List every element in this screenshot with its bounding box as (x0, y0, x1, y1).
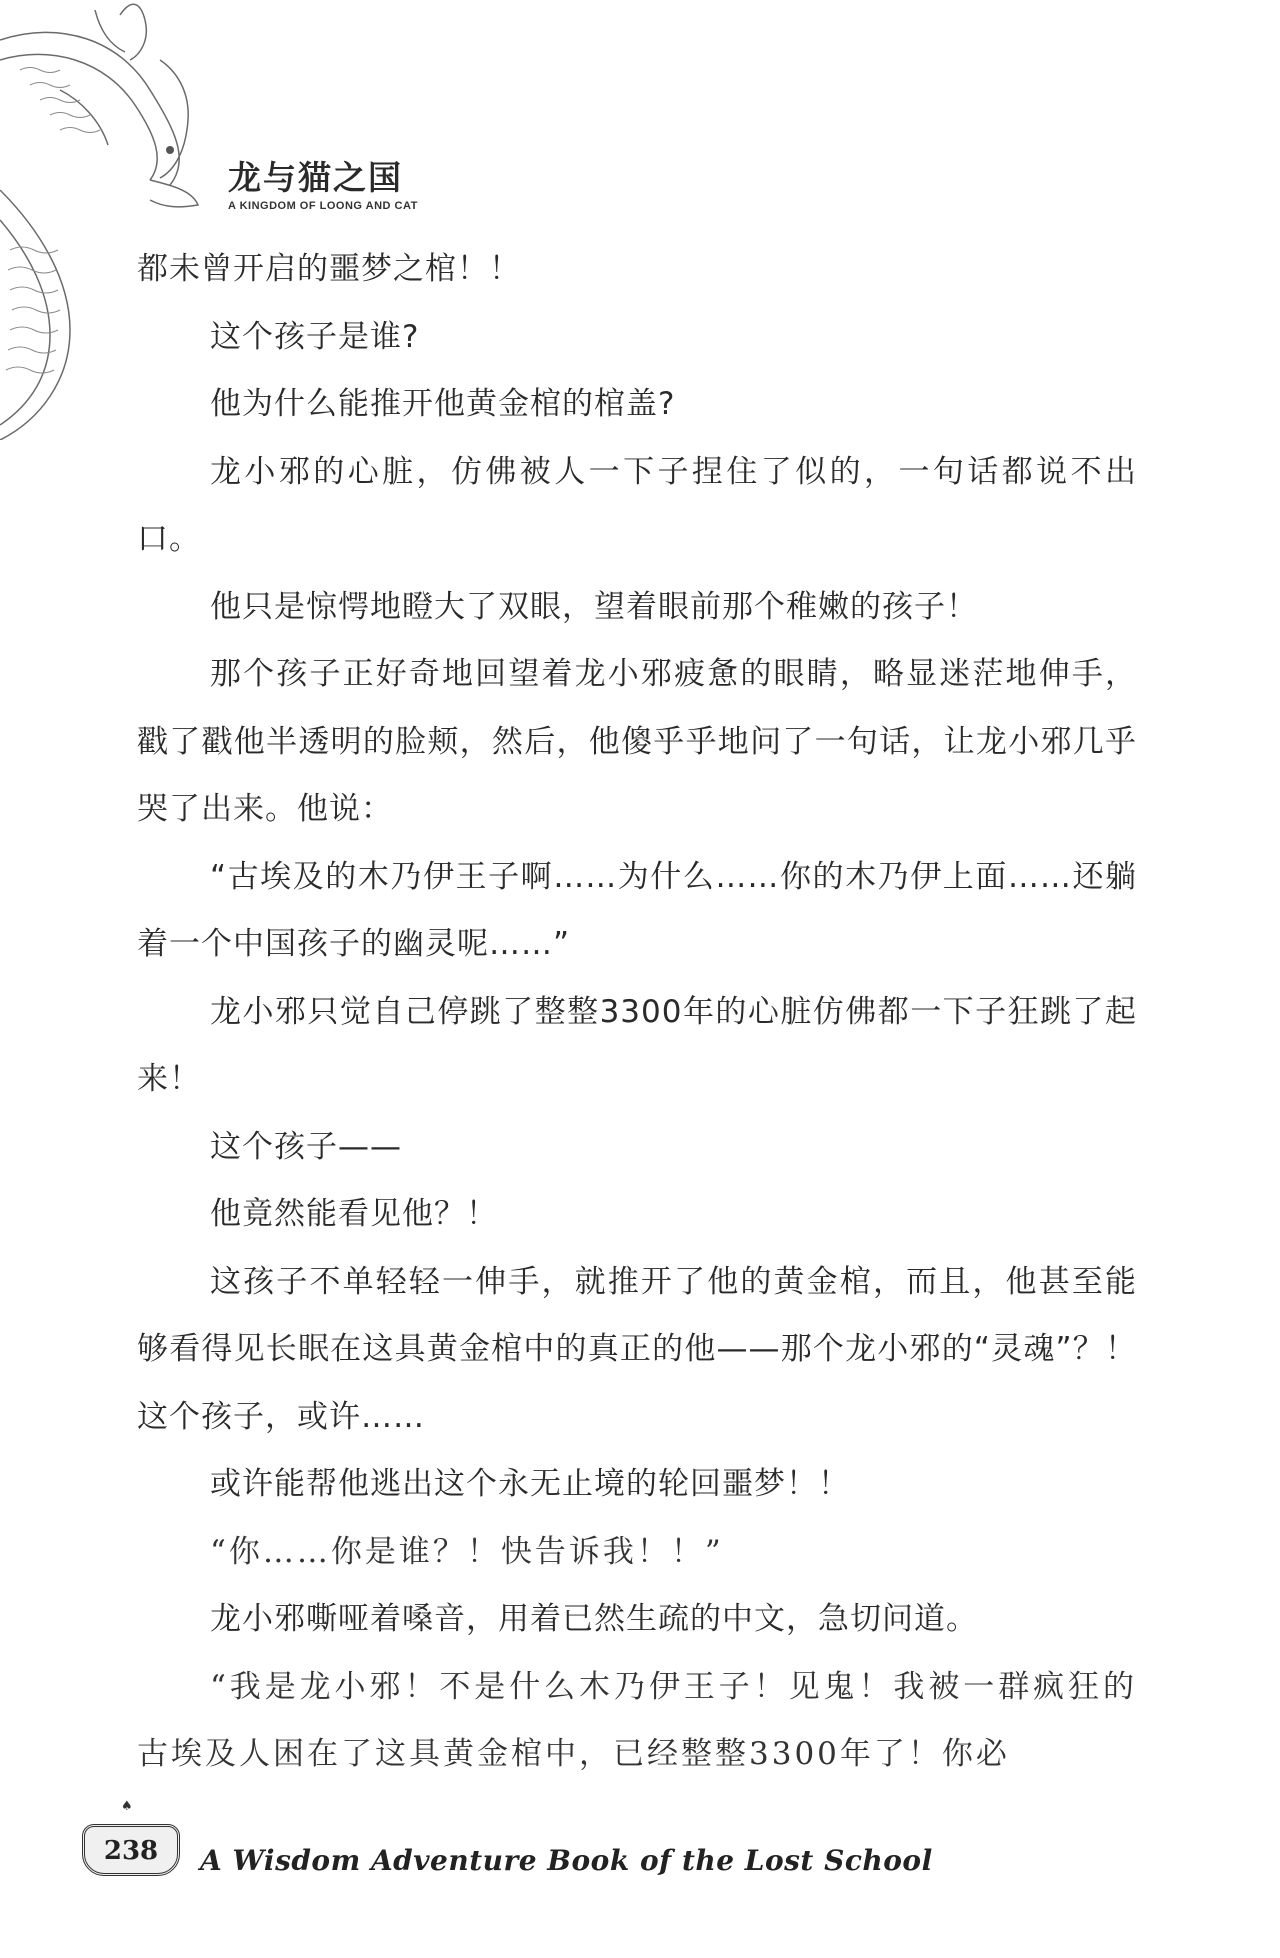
paragraph: “古埃及的木乃伊王子啊……为什么……你的木乃伊上面……还躺着一个中国孩子的幽灵呢……” (137, 858, 1137, 962)
paragraph: 龙小邪只觉自己停跳了整整3300年的心脏仿佛都一下子狂跳了起来！ (137, 993, 1137, 1097)
paragraph: 这孩子不单轻轻一伸手，就推开了他的黄金棺，而且，他甚至能够看得见长眠在这具黄金棺中的真正的他——那个龙小邪的“灵魂”？！这个孩子，或许…… (137, 1263, 1137, 1435)
book-title: 龙与猫之国 (228, 158, 403, 197)
paragraph: 他只是惊愕地瞪大了双眼，望着眼前那个稚嫩的孩子！ (210, 588, 978, 625)
paragraph: 他竟然能看见他？！ (210, 1196, 498, 1232)
book-subtitle: A KINGDOM OF LOONG AND CAT (228, 200, 418, 212)
paragraph: 他为什么能推开他黄金棺的棺盖? (210, 386, 676, 422)
series-title: A Wisdom Adventure Book of the Lost School (200, 1844, 933, 1877)
paragraph: “你……你是谁？！快告诉我！！” (210, 1533, 724, 1570)
paragraph: 这个孩子是谁? (210, 318, 420, 355)
paragraph: 龙小邪的心脏，仿佛被人一下子捏住了似的，一句话都说不出口。 (137, 453, 1137, 557)
running-header (228, 158, 418, 212)
paragraph: 这个孩子—— (210, 1128, 402, 1165)
running-footer (82, 1799, 1182, 1888)
paragraph: 或许能帮他逃出这个永无止境的轮回噩梦！！ (210, 1466, 850, 1502)
fleur-ornament-icon: ♠ (121, 1799, 133, 1814)
paragraph: 那个孩子正好奇地回望着龙小邪疲惫的眼睛，略显迷茫地伸手，戳了戳他半透明的脸颊，然后，他傻乎乎地问了一句话，让龙小邪几乎哭了出来。他说： (137, 656, 1137, 827)
paragraph: “我是龙小邪！不是什么木乃伊王子！见鬼！我被一群疯狂的古埃及人困在了这具黄金棺中，已经整整3300年了！你必 (137, 1668, 1137, 1772)
page-number: 238 (103, 1836, 159, 1866)
body-text (137, 236, 1137, 1789)
paragraph: 龙小邪嘶哑着嗓音，用着已然生疏的中文，急切问道。 (210, 1601, 978, 1637)
paragraph: 都未曾开启的噩梦之棺！！ (137, 251, 521, 287)
